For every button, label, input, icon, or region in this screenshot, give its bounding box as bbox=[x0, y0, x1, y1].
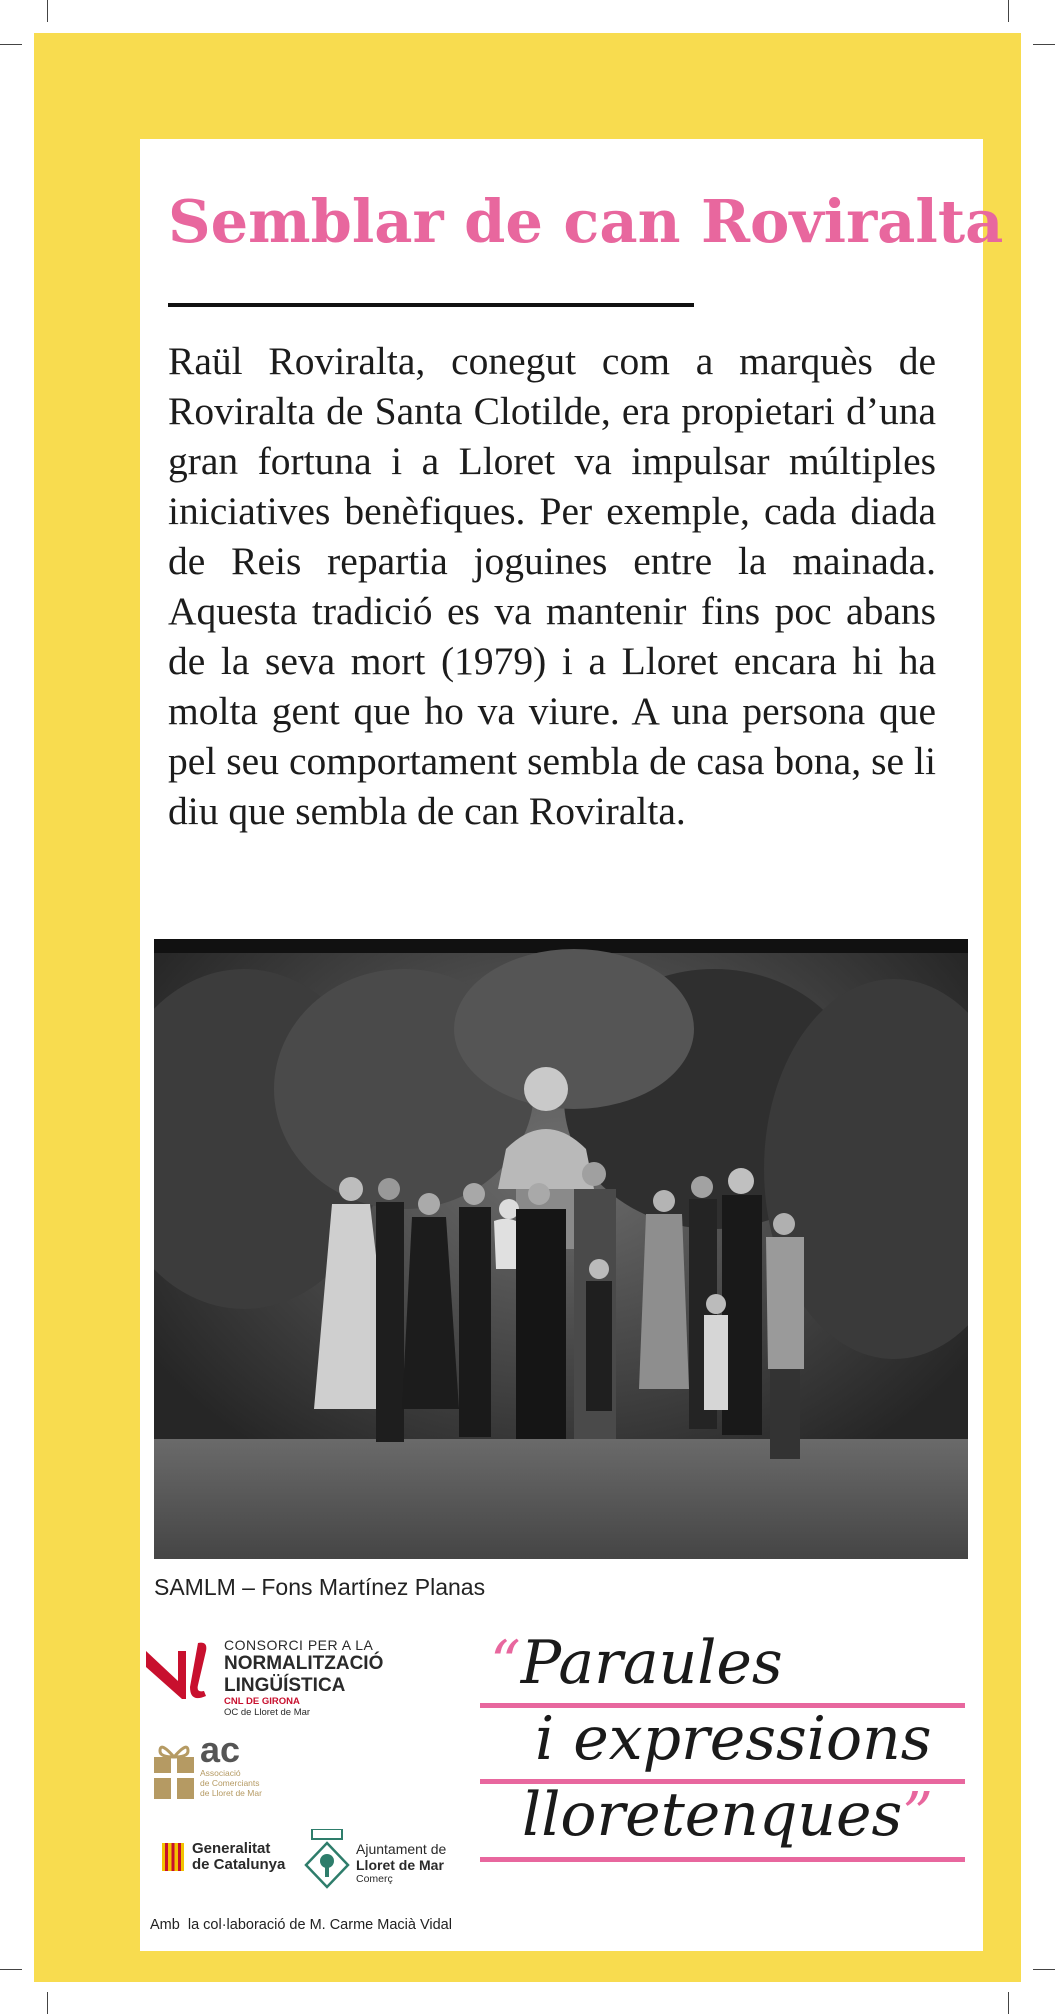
ajuntament-line2: Lloret de Mar bbox=[356, 1857, 444, 1874]
photo-caption: SAMLM – Fons Martínez Planas bbox=[154, 1574, 486, 1600]
crop-mark bbox=[1033, 1969, 1055, 1970]
slogan-line1-text: Paraules bbox=[520, 1628, 783, 1698]
series-slogan bbox=[480, 1628, 965, 1904]
close-quote: ” bbox=[902, 1780, 933, 1850]
generalitat-logo bbox=[162, 1841, 292, 1881]
ajuntament-line1: Ajuntament de bbox=[356, 1841, 447, 1857]
ajuntament-line3: Comerç bbox=[356, 1873, 393, 1886]
cnl-line2: NORMALITZACIÓ bbox=[224, 1653, 384, 1675]
cnl-line5: OC de Lloret de Mar bbox=[224, 1706, 311, 1718]
page-title: Semblar de can Roviralta bbox=[168, 187, 1004, 256]
crop-mark bbox=[1008, 1992, 1009, 2014]
crop-mark bbox=[1033, 44, 1055, 45]
coat-of-arms-icon bbox=[304, 1829, 350, 1891]
yellow-frame bbox=[34, 33, 1021, 1982]
slogan-line3-text: lloretenques bbox=[522, 1780, 903, 1850]
crop-mark bbox=[1008, 0, 1009, 22]
historic-photo bbox=[154, 939, 968, 1559]
crop-mark bbox=[47, 1992, 48, 2014]
cnl-line1: CONSORCI PER A LA bbox=[224, 1637, 374, 1653]
cnl-line4: CNL DE GIRONA bbox=[224, 1695, 300, 1707]
ac-line1: Associació bbox=[200, 1768, 241, 1778]
crop-mark bbox=[0, 1969, 22, 1970]
crop-mark bbox=[0, 44, 22, 45]
content-panel bbox=[140, 139, 1004, 1951]
slogan-line2: i expressions bbox=[535, 1704, 932, 1774]
senyera-icon bbox=[162, 1843, 184, 1871]
open-quote: “ bbox=[490, 1628, 521, 1698]
body-paragraph: Raül Roviralta, conegut com a marquès de Roviralta de Santa Clotilde, era propietari d’una gran fortuna i a Lloret va impulsar múltiples iniciatives benèfiques. Per exemple, cada diada de Reis repartia joguines entre la mainada. Aquesta tradició es va mantenir fins poc abans de la seva mort (1979) i a Lloret encara hi ha molta gent que ho va viure. A una persona que pel seu comportament sembla de casa bona, se li diu que sembla de can Roviralta. bbox=[168, 339, 936, 833]
ac-line2: de Comerciants bbox=[200, 1777, 260, 1788]
collaboration-credit: Amb la col·laboració de M. Carme Macià Vidal bbox=[150, 1917, 452, 1933]
generalitat-line1: Generalitat bbox=[192, 1840, 271, 1857]
cnl-mark-icon bbox=[146, 1641, 224, 1699]
cnl-line3: LINGÜÍSTICA bbox=[224, 1674, 346, 1696]
ac-line3: de Lloret de Mar bbox=[200, 1787, 262, 1798]
ac-mark-text: ac bbox=[200, 1729, 241, 1770]
title-divider bbox=[168, 303, 694, 307]
cnl-logo bbox=[146, 1637, 384, 1727]
slogan-line3 bbox=[522, 1780, 933, 1850]
slogan-line1 bbox=[490, 1628, 783, 1698]
slogan-rule bbox=[480, 1857, 965, 1862]
crop-mark bbox=[47, 0, 48, 22]
ac-logo bbox=[154, 1729, 284, 1808]
generalitat-line2: de Catalunya bbox=[192, 1855, 286, 1873]
ajuntament-logo bbox=[304, 1829, 464, 1899]
ac-gift-icon bbox=[154, 1739, 194, 1799]
